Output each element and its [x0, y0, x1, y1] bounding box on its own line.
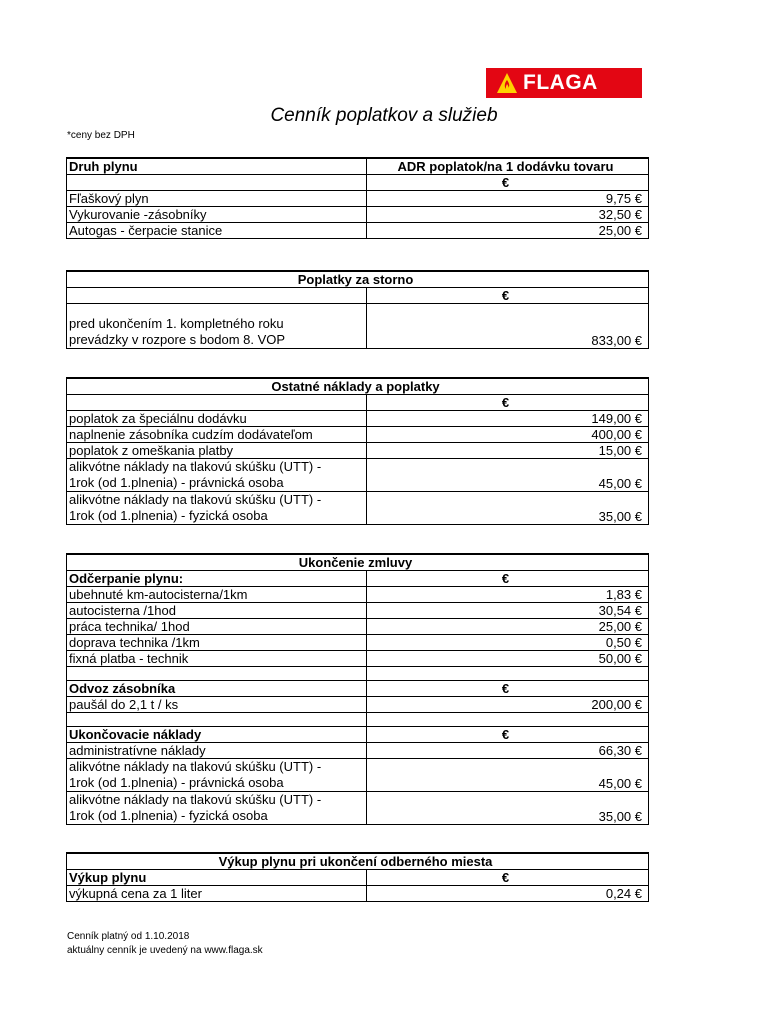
table-row — [67, 635, 649, 651]
currency-label: € — [367, 175, 649, 191]
section-heading-row — [67, 681, 649, 697]
table-row — [67, 759, 649, 792]
row-label: fixná platba - technik — [67, 651, 367, 667]
row-label-line: prevádzky v rozpore s bodom 8. VOP — [69, 332, 286, 347]
table-row — [67, 886, 649, 902]
table-row — [67, 395, 649, 411]
page-title: Cenník poplatkov a služieb — [270, 105, 498, 126]
logo-wordmark: FLAGA — [523, 71, 598, 94]
row-label — [67, 304, 367, 349]
table-row — [67, 443, 649, 459]
adr-col-header: ADR poplatok/na 1 dodávku tovaru — [367, 158, 649, 175]
table-row — [67, 304, 649, 349]
closing-heading: Ukončovacie náklady — [67, 727, 367, 743]
buyback-heading: Výkup plynu — [67, 870, 367, 886]
table-row — [67, 619, 649, 635]
storno-title: Poplatky za storno — [67, 271, 649, 288]
table-row — [67, 207, 649, 223]
row-label-line: alikvótne náklady na tlakovú skúšku (UTT) - — [69, 759, 322, 774]
row-label: doprava technika /1km — [67, 635, 367, 651]
termination-title: Ukončenie zmluvy — [67, 554, 649, 571]
row-label-line: 1rok (od 1.plnenia) - fyzická osoba — [69, 808, 268, 823]
table-row — [67, 587, 649, 603]
row-label: paušál do 2,1 t / ks — [67, 697, 367, 713]
spacer-row — [67, 713, 649, 727]
termination-table — [66, 553, 649, 825]
website-note: aktuálny cenník je uvedený na www.flaga.sk — [67, 945, 263, 956]
row-label-line: 1rok (od 1.plnenia) - fyzická osoba — [69, 508, 268, 523]
currency-label: € — [367, 727, 649, 743]
table-row — [67, 697, 649, 713]
row-value: 200,00 € — [367, 697, 649, 713]
row-label: práca technika/ 1hod — [67, 619, 367, 635]
row-value: 25,00 € — [367, 223, 649, 239]
row-value: 50,00 € — [367, 651, 649, 667]
table-row — [67, 492, 649, 525]
table-row — [67, 191, 649, 207]
table-row — [67, 603, 649, 619]
table-row — [67, 288, 649, 304]
row-label-line: alikvótne náklady na tlakovú skúšku (UTT) - — [69, 492, 322, 507]
row-label — [67, 759, 367, 792]
row-label: naplnenie zásobníka cudzím dodávateľom — [67, 427, 367, 443]
row-value: 1,83 € — [367, 587, 649, 603]
footer — [67, 930, 263, 958]
row-value: 9,75 € — [367, 191, 649, 207]
removal-heading: Odvoz zásobníka — [67, 681, 367, 697]
vat-note: *ceny bez DPH — [67, 130, 135, 141]
table-title-row — [67, 853, 649, 870]
row-label: autocisterna /1hod — [67, 603, 367, 619]
gas-col-header: Druh plynu — [67, 158, 367, 175]
row-label-line: 1rok (od 1.plnenia) - právnická osoba — [69, 775, 284, 790]
flaga-logo — [486, 68, 642, 98]
table-row — [67, 175, 649, 191]
row-value: 35,00 € — [367, 792, 649, 825]
table-title-row — [67, 271, 649, 288]
pumping-heading: Odčerpanie plynu: — [67, 571, 367, 587]
currency-label: € — [367, 395, 649, 411]
gas-type-table — [66, 157, 649, 239]
section-heading-row — [67, 727, 649, 743]
row-label-line: pred ukončením 1. kompletného roku — [69, 316, 284, 331]
row-label-line: alikvótne náklady na tlakovú skúšku (UTT) - — [69, 792, 322, 807]
buyback-table — [66, 852, 649, 902]
row-label: Fľaškový plyn — [67, 191, 367, 207]
row-value: 45,00 € — [367, 459, 649, 492]
row-label — [67, 792, 367, 825]
row-value: 25,00 € — [367, 619, 649, 635]
section-heading-row — [67, 571, 649, 587]
row-value: 0,50 € — [367, 635, 649, 651]
row-label: administratívne náklady — [67, 743, 367, 759]
table-header-row — [67, 158, 649, 175]
row-value: 400,00 € — [367, 427, 649, 443]
currency-label: € — [367, 870, 649, 886]
storno-table — [66, 270, 649, 349]
row-value: 149,00 € — [367, 411, 649, 427]
spacer-row — [67, 667, 649, 681]
table-row — [67, 792, 649, 825]
row-label-line: alikvótne náklady na tlakovú skúšku (UTT) - — [69, 459, 322, 474]
table-row — [67, 651, 649, 667]
flame-triangle-icon — [496, 72, 518, 94]
section-heading-row — [67, 870, 649, 886]
row-value: 45,00 € — [367, 759, 649, 792]
row-label: výkupná cena za 1 liter — [67, 886, 367, 902]
table-title-row — [67, 378, 649, 395]
row-value: 15,00 € — [367, 443, 649, 459]
table-title-row — [67, 554, 649, 571]
currency-label: € — [367, 288, 649, 304]
row-label: Autogas - čerpacie stanice — [67, 223, 367, 239]
other-title: Ostatné náklady a poplatky — [67, 378, 649, 395]
row-label — [67, 492, 367, 525]
row-value: 35,00 € — [367, 492, 649, 525]
buyback-title: Výkup plynu pri ukončení odberného miesta — [67, 853, 649, 870]
row-value: 66,30 € — [367, 743, 649, 759]
row-value: 833,00 € — [367, 304, 649, 349]
row-value: 32,50 € — [367, 207, 649, 223]
currency-label: € — [367, 571, 649, 587]
row-label: poplatok za špeciálnu dodávku — [67, 411, 367, 427]
currency-label: € — [367, 681, 649, 697]
row-label — [67, 459, 367, 492]
table-row — [67, 223, 649, 239]
row-label-line: 1rok (od 1.plnenia) - právnická osoba — [69, 475, 284, 490]
validity-note: Cenník platný od 1.10.2018 — [67, 931, 190, 942]
row-label: Vykurovanie -zásobníky — [67, 207, 367, 223]
table-row — [67, 459, 649, 492]
table-row — [67, 743, 649, 759]
row-label: poplatok z omeškania platby — [67, 443, 367, 459]
row-label: ubehnuté km-autocisterna/1km — [67, 587, 367, 603]
row-value: 30,54 € — [367, 603, 649, 619]
row-value: 0,24 € — [367, 886, 649, 902]
other-costs-table — [66, 377, 649, 525]
table-row — [67, 411, 649, 427]
table-row — [67, 427, 649, 443]
